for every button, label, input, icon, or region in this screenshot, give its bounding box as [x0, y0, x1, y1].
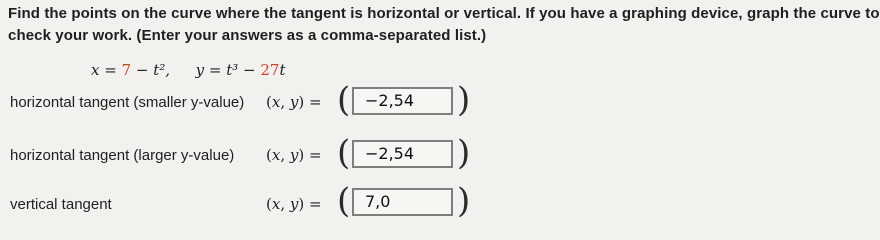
answer-input[interactable]: −2,54 — [352, 87, 453, 115]
point-comma: , — [280, 146, 290, 164]
answer-row-vertical — [10, 181, 770, 223]
point-comma: , — [280, 93, 290, 111]
point-x-var: x — [271, 146, 281, 164]
y-equation-rest: t³ − — [226, 61, 261, 79]
point-open-paren: ( — [266, 195, 272, 213]
point-open-paren: ( — [266, 93, 272, 111]
answer-close-paren: ) — [457, 133, 471, 173]
x-equation-rest: − t², — [131, 61, 171, 79]
point-y-var: y — [289, 93, 299, 111]
x-equation-constant: 7 — [121, 61, 132, 79]
point-close-paren: ) — [298, 195, 305, 213]
point-x-var: x — [271, 195, 281, 213]
equals-sign: = — [304, 146, 322, 164]
point-close-paren: ) — [298, 146, 305, 164]
row-label: horizontal tangent (smaller y-value) — [10, 94, 245, 111]
answer-close-paren: ) — [457, 80, 471, 120]
answer-open-paren: ( — [337, 80, 351, 120]
row-label: vertical tangent — [10, 196, 112, 213]
answer-row-horizontal-smaller — [10, 80, 770, 122]
point-notation — [266, 146, 322, 164]
point-comma: , — [280, 195, 290, 213]
problem-instructions — [8, 3, 880, 47]
point-open-paren: ( — [266, 146, 272, 164]
equals-sign: = — [304, 93, 322, 111]
y-equation-lhs: y = — [195, 61, 227, 79]
point-close-paren: ) — [298, 93, 305, 111]
point-x-var: x — [271, 93, 281, 111]
instruction-line-2: check your work. (Enter your answers as a comma-separated list.) — [8, 27, 487, 44]
y-equation-coefficient: 27 — [260, 61, 280, 79]
parametric-equations — [91, 61, 285, 79]
answer-open-paren: ( — [337, 133, 351, 173]
point-notation — [266, 93, 322, 111]
answer-input[interactable]: −2,54 — [352, 140, 453, 168]
answer-close-paren: ) — [457, 181, 471, 221]
point-y-var: y — [289, 195, 299, 213]
point-notation — [266, 195, 322, 213]
answer-row-horizontal-larger — [10, 133, 770, 175]
answer-input[interactable]: 7,0 — [352, 188, 453, 216]
answer-open-paren: ( — [337, 181, 351, 221]
equals-sign: = — [304, 195, 322, 213]
x-equation-lhs: x = — [91, 61, 122, 79]
instruction-line-1: Find the points on the curve where the tangent is horizontal or vertical. If you have a graphing device, graph the curve to — [8, 5, 880, 22]
row-label: horizontal tangent (larger y-value) — [10, 147, 235, 164]
point-y-var: y — [289, 146, 299, 164]
y-equation-variable: t — [279, 61, 286, 79]
